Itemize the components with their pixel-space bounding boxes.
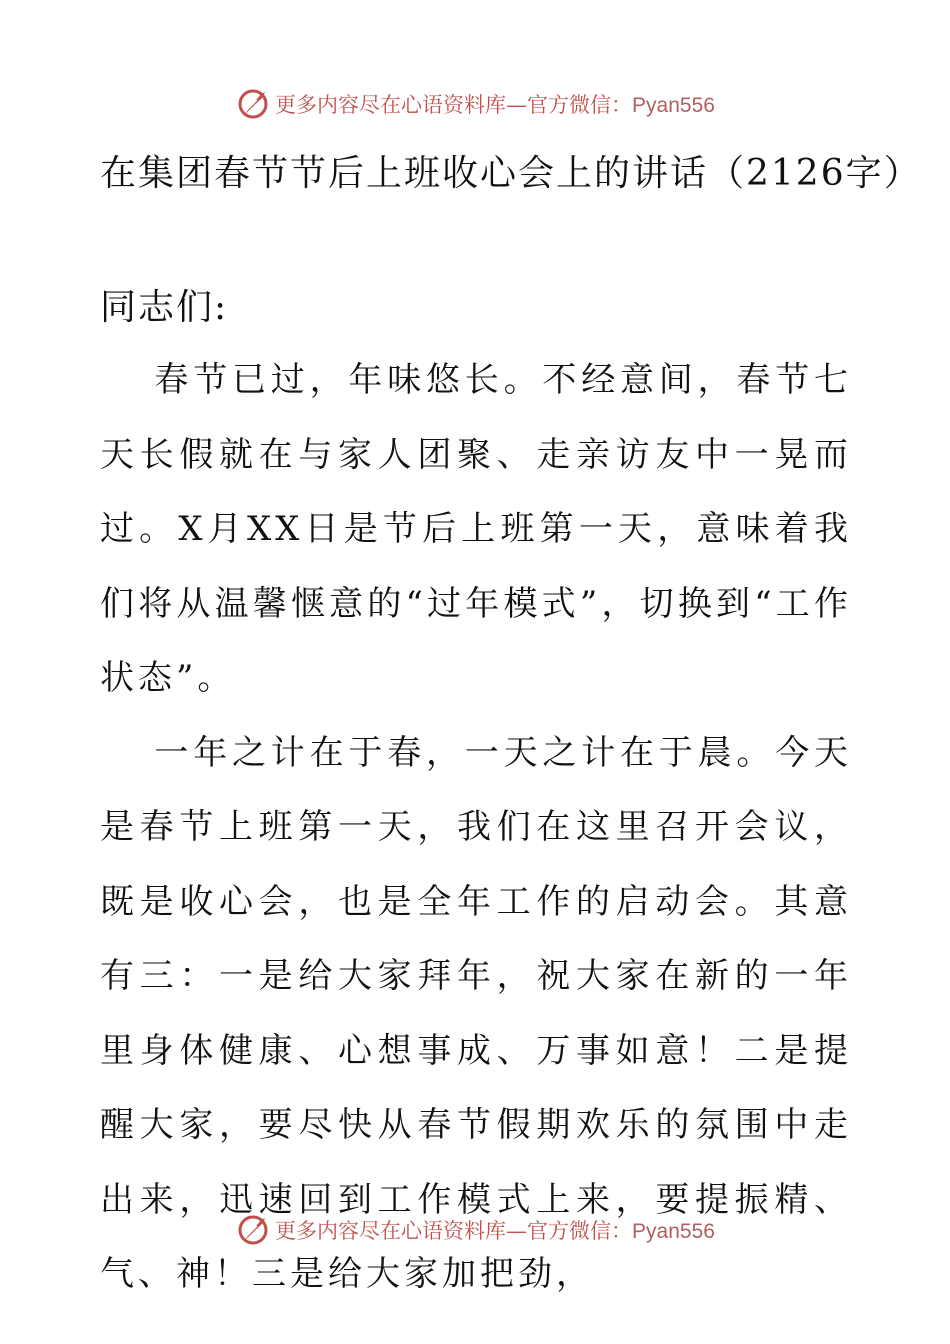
header-banner	[0, 84, 950, 124]
banner-wechat-label: 官方微信：	[527, 1219, 633, 1243]
feather-pen-logo-icon	[235, 1212, 271, 1248]
salutation: 同志们:	[100, 287, 229, 328]
paragraph: 春节已过，年味悠长。不经意间，春节七天长假就在与家人团聚、走亲访友中一晃而过。X月XX日是节后上班第一天，意味着我们将从温馨惬意的“过年模式”，切换到“工作状态”。	[100, 360, 852, 698]
document-body	[100, 343, 852, 1312]
banner-text	[275, 89, 715, 119]
banner-text	[275, 1215, 715, 1245]
banner-wechat-id: Pyan556	[632, 1220, 715, 1243]
footer-banner	[0, 1210, 950, 1250]
banner-wechat-label: 官方微信：	[527, 93, 633, 117]
banner-dash: —	[506, 93, 528, 117]
banner-dash: —	[506, 1219, 528, 1243]
banner-site-name: 更多内容尽在心语资料库	[275, 1219, 507, 1243]
banner-site-name: 更多内容尽在心语资料库	[275, 93, 507, 117]
paragraph: 一年之计在于春，一天之计在于晨。今天是春节上班第一天，我们在这里召开会议，既是收心会，也是全年工作的启动会。其意有三：一是给大家拜年，祝大家在新的一年里身体健康、心想事成、万事如意！二是提醒大家，要尽快从春节假期欢乐的氛围中走出来，迅速回到工作模式上来，要提振精、气、神！三是给大家加把劲，	[100, 732, 852, 1294]
feather-pen-logo-icon	[235, 86, 271, 122]
document-title: 在集团春节节后上班收心会上的讲话（2126字）	[100, 153, 922, 194]
banner-wechat-id: Pyan556	[632, 94, 715, 117]
